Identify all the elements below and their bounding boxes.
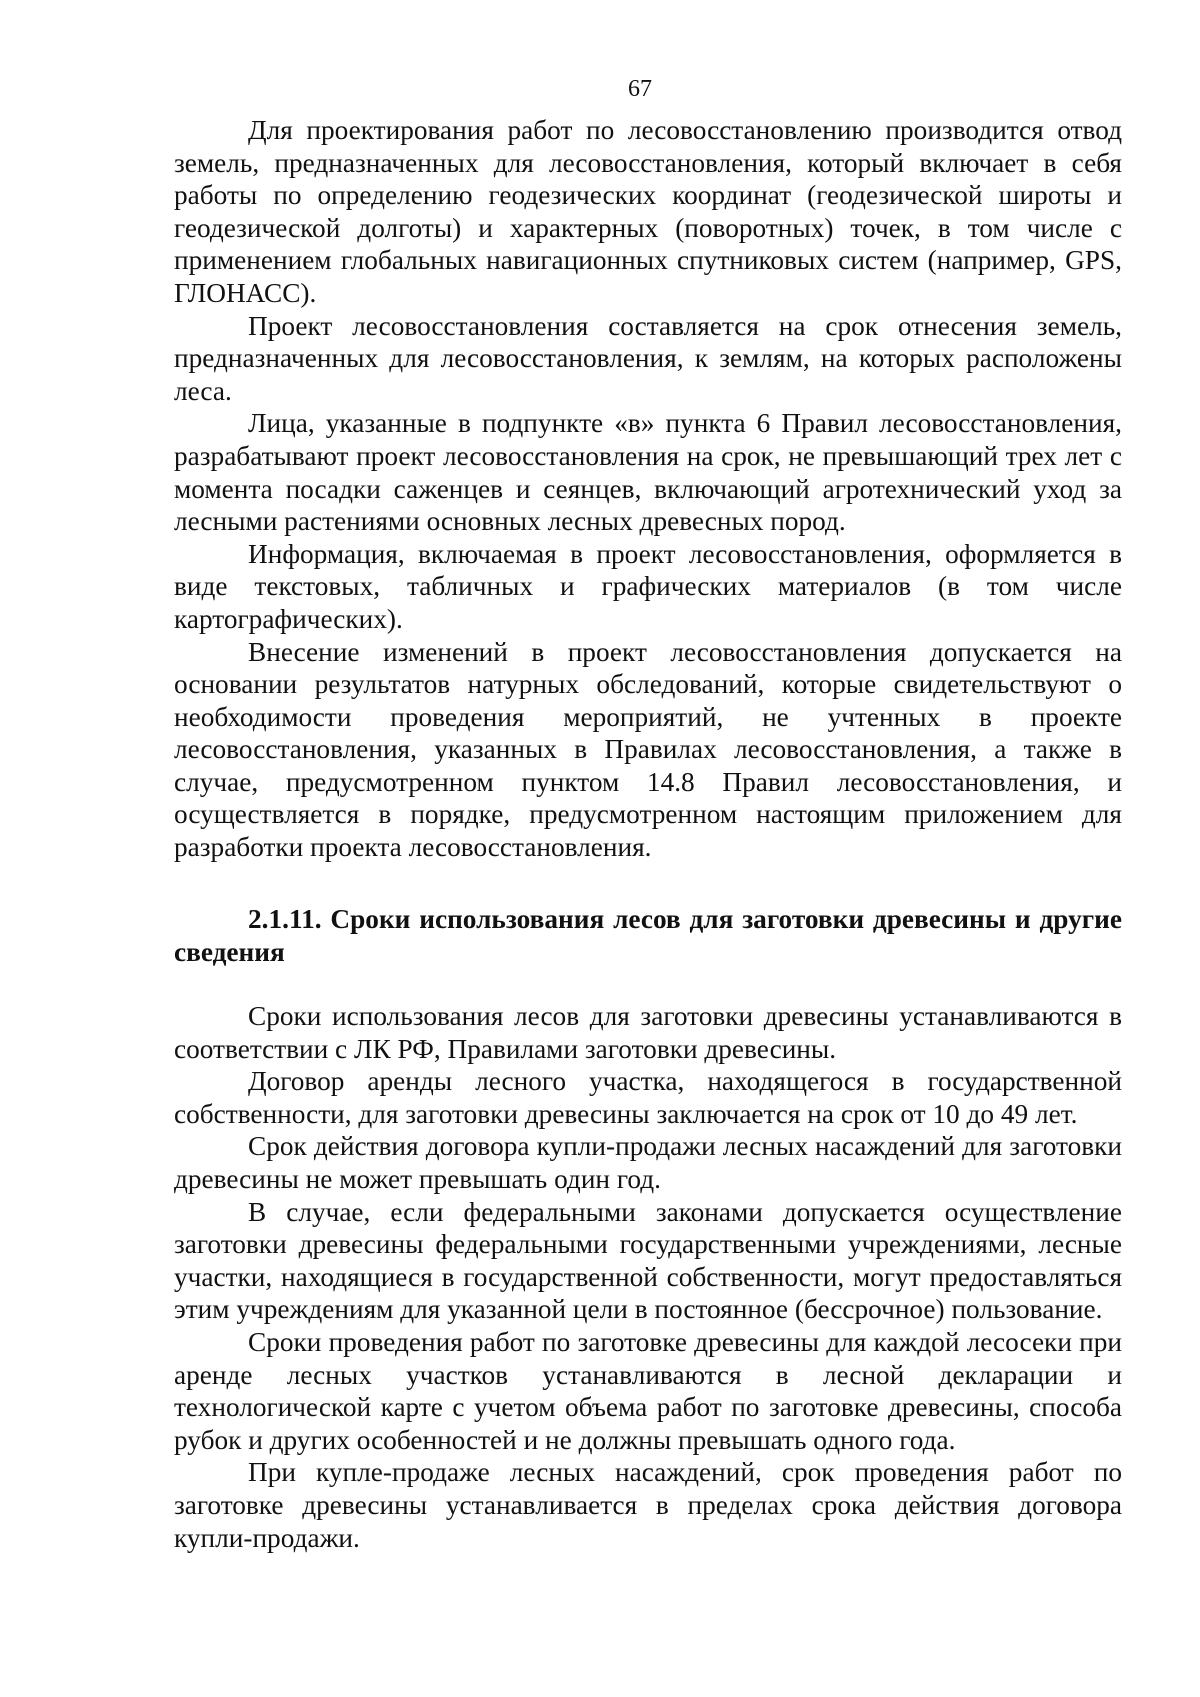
- section-heading-block: [174, 903, 1122, 968]
- paragraphs-before-heading: [174, 114, 1122, 864]
- section-heading: 2.1.11. Сроки использования лесов для заготовки древесины и другие сведения: [174, 904, 1122, 967]
- paragraph-persons-develop-project: Лица, указанные в подпункте «в» пункта 6 Правил лесовосстановления, разрабатывают проект лесовосстановления на срок, не превышающий трех лет с момента посадки саженцев и сеянцев, включающий агротехнический уход за лесными растениями основных лесных древесных пород.: [174, 408, 1122, 537]
- paragraph-lease-term: Договор аренды лесного участка, находящегося в государственной собственности, для заготовки древесины заключается на срок от 10 до 49 лет.: [174, 1066, 1122, 1129]
- paragraphs-after-heading: [174, 1000, 1122, 1554]
- paragraph-project-changes: Внесение изменений в проект лесовосстановления допускается на основании результатов натурных обследований, которые свидетельствуют о необходимости проведения мероприятий, не учтенных в проекте лесовосстановления, указанных в Правилах лесовосстановления, а также в случае, предусмотренном пунктом 14.8 Правил лесовосстановления, и осуществляется в порядке, предусмотренном настоящим приложением для разработки проекта лесовосстановления.: [174, 636, 1122, 863]
- paragraph-project-term: Проект лесовосстановления составляется на срок отнесения земель, предназначенных для лесовосстановления, к землям, на которых расположены леса.: [174, 310, 1122, 406]
- paragraph-land-allotment: Для проектирования работ по лесовосстановлению производится отвод земель, предназначенных для лесовосстановления, который включает в себя работы по определению геодезических координат (геодезической широты и геодезической долготы) и характерных (поворотных) точек, в том числе с применением глобальных навигационных спутниковых систем (например, GPS, ГЛОНАСС).: [174, 115, 1122, 308]
- paragraph-project-information: Информация, включаемая в проект лесовосстановления, оформляется в виде текстовых, табличных и графических материалов (в том числе картографических).: [174, 538, 1122, 634]
- paragraph-sale-contract-term: Срок действия договора купли-продажи лесных насаждений для заготовки древесины не может превышать один год.: [174, 1131, 1122, 1194]
- paragraph-usage-terms: Сроки использования лесов для заготовки древесины устанавливаются в соответствии с ЛК РФ, Правилами заготовки древесины.: [174, 1001, 1122, 1064]
- paragraph-harvesting-work-terms: Сроки проведения работ по заготовке древесины для каждой лесосеки при аренде лесных участков устанавливаются в лесной декларации и технологической карте с учетом объема работ по заготовке древесины, способа рубок и других особенностей и не должны превышать одного года.: [174, 1326, 1122, 1455]
- page-number: 67: [628, 76, 652, 102]
- paragraph-purchase-sale-term: При купле-продаже лесных насаждений, срок проведения работ по заготовке древесины устанавливается в пределах срока действия договора купли-продажи.: [174, 1457, 1122, 1553]
- paragraph-federal-institutions: В случае, если федеральными законами допускается осуществление заготовки древесины федеральными государственными учреждениями, лесные участки, находящиеся в государственной собственности, могут предоставляться этим учреждениям для указанной цели в постоянное (бессрочное) пользование.: [174, 1196, 1122, 1325]
